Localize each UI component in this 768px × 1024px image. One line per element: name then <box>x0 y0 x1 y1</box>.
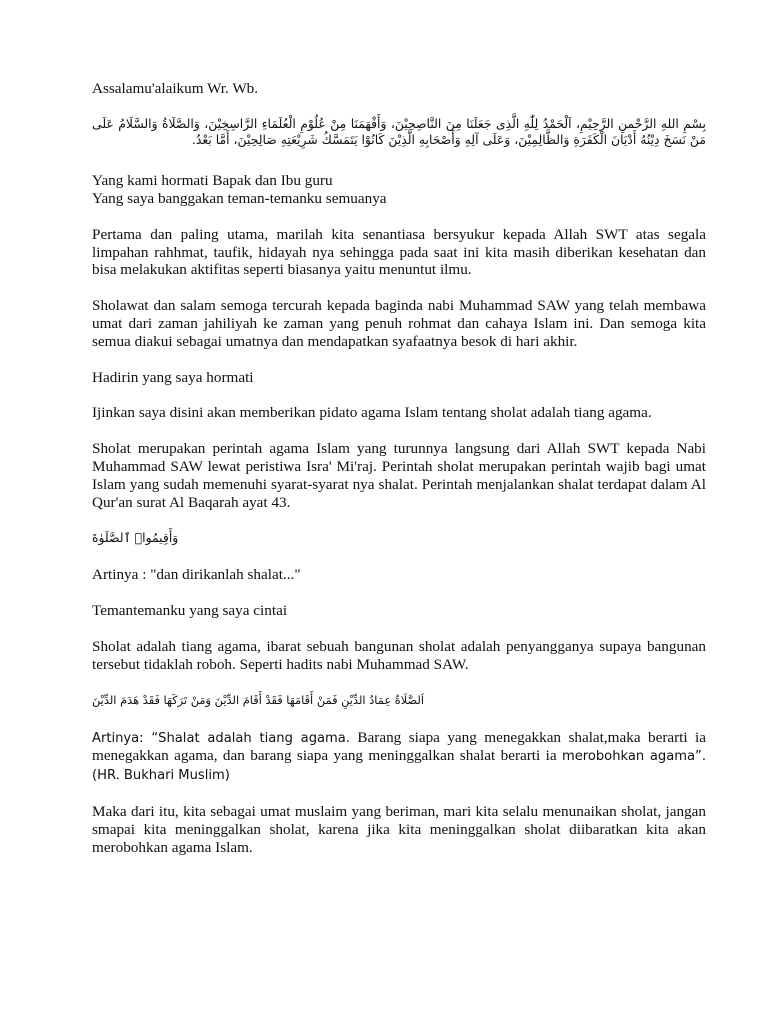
arabic-hadith-block <box>92 692 706 709</box>
arabic-hadith: اَلصَّلَاةُ عِمَادُ الدِّيْنِ فَمَنْ أَقَامَهَا فَقَدْ أَقَامَ الدِّيْنَ وَمَنْ تَرَكَهَا فَقَدْ هَدَمَ الدِّيْنَ <box>92 692 425 707</box>
closing-paragraph: Maka dari itu, kita sebagai umat muslaim yang beriman, mari kita selalu menunaikan sholat, jangan smapai kita meninggalkan sholat, karena jika kita meninggalkan sholat diibaratkan kita akan merobohkan agama Islam. <box>92 802 706 856</box>
arabic-verse-block <box>92 529 706 546</box>
arabic-verse: وَأَقِيمُوا۟ ٱلصَّلَوٰةَ <box>92 530 179 546</box>
hadith-translation-start: Artinya: “Shalat adalah tiang agama. <box>92 730 350 746</box>
speech-document <box>92 80 706 874</box>
salutation-teachers: Yang kami hormati Bapak dan Ibu guru <box>92 172 333 190</box>
hadith-translation-end: merobohkan agama”. (HR. Bukhari Muslim) <box>92 749 706 784</box>
sholawat-paragraph: Sholawat dan salam semoga tercurah kepada baginda nabi Muhammad SAW yang telah membawa umat dari zaman jahiliyah ke zaman yang penuh rohmat dan cahaya Islam ini. Dan semoga kita semua diakui sebagai umatnya dan mendapatkan syafaatnya besok di hari akhir. <box>92 297 706 350</box>
sholat-command-paragraph: Sholat merupakan perintah agama Islam yang turunnya langsung dari Allah SWT kepada Nabi Muhammad SAW lewat peristiwa Isra' Mi'raj. Perintah sholat merupakan perintah wajib bagi umat Islam yang sudah memenuhi syarat-syarat nya shalat. Perintah menjalankan shalat terdapat dalam Al Qur'an surat Al Baqarah ayat 43. <box>92 440 706 511</box>
hadith-translation-middle: Barang siapa yang menegakkan shalat,maka berarti ia menegakkan agama, dan barang siapa yang meninggalkan shalat berarti ia <box>92 728 706 765</box>
friends-address: Temantemanku yang saya cintai <box>92 602 288 620</box>
topic-paragraph: Ijinkan saya disini akan memberikan pidato agama Islam tentang sholat adalah tiang agama. <box>92 404 652 422</box>
audience-address: Hadirin yang saya hormati <box>92 368 254 386</box>
verse-translation: Artinya : "dan dirikanlah shalat..." <box>92 566 301 584</box>
arabic-opening-prayer: بِسْمِ اللهِ الرَّحْمنِ الرَّحِيْمِ، اَلْحَمْدُ لِلّٰهِ الَّذِى جَعَلَنَا مِنَ النَّاصِحِيْنَ، وَأَفْهَمَنَا مِنْ عُلُوْمِ الْعُلَمَاءِ الرَّاسِخِيْنَ، وَالصَّلَاةُ وَالسَّلَامُ عَلَى مَنْ نَسَخَ دِيْنُهُ أَدْيَانَ الْكَفَرَةِ وَالظَّالِمِيْنَ، وَعَلَى آلِهِ وَأَصْحَابِهِ الَّذِيْنَ كَانُوْا يَتَمَسَّكُ شَرِيْعَتِهِ صَالِحِيْنَ، أَمَّا بَعْدُ. <box>92 115 706 147</box>
hadith-translation <box>92 729 706 785</box>
salutation-friends: Yang saya banggakan teman-temanku semuanya <box>92 190 387 207</box>
pillar-paragraph: Sholat adalah tiang agama, ibarat sebuah bangunan sholat adalah penyangganya supaya bangunan tersebut tidaklah roboh. Seperti hadits nabi Muhammad SAW. <box>92 637 706 673</box>
greeting: Assalamu'alaikum Wr. Wb. <box>92 80 259 97</box>
opening-paragraph: Pertama dan paling utama, marilah kita senantiasa bersyukur kepada Allah SWT atas segala limpahan rahhmat, taufik, hidayah nya sehingga pada saat ini kita masih diberikan kesehatan dan bisa melakukan aktifitas seperti biasanya yaitu menuntut ilmu. <box>92 225 706 279</box>
